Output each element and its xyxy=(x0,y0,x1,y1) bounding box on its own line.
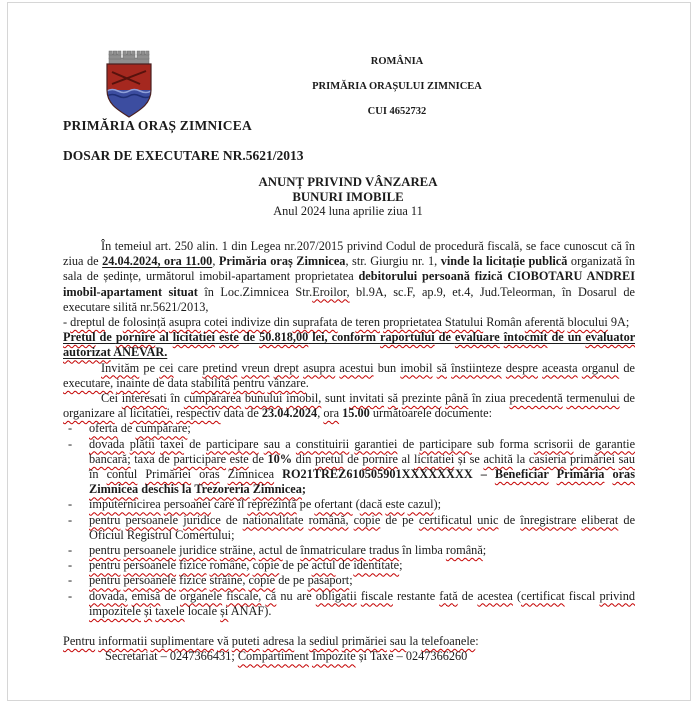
spellcheck-word: emisă xyxy=(131,588,161,603)
spellcheck-word: participare xyxy=(205,436,259,451)
spellcheck-word: prezinte xyxy=(401,391,442,406)
spellcheck-word: română xyxy=(445,543,483,558)
spellcheck-word: garantiei xyxy=(354,436,398,451)
spellcheck-word: oras xyxy=(612,467,635,482)
spellcheck-word: ofertant xyxy=(314,497,353,512)
spellcheck-word: fiscale, xyxy=(226,588,262,603)
bullet-marker: - xyxy=(68,512,73,527)
spellcheck-word: Trezoreria xyxy=(194,482,250,497)
cui-number: CUI 4652732 xyxy=(367,106,427,117)
spellcheck-word: persoanele xyxy=(125,512,179,527)
spellcheck-word: Statului xyxy=(444,315,484,330)
paragraph-starting-price: Pretul de pornire al licitatiei este de 50.818,00 lei, conform raportului de evaluare întocmit de un evaluator autorizat ANEVAR. xyxy=(63,330,636,360)
spellcheck-word: să xyxy=(436,360,447,375)
spellcheck-word: suplimentare xyxy=(150,634,214,649)
spellcheck-word: Impozite xyxy=(311,649,356,664)
spellcheck-word: proprietatea xyxy=(383,315,442,330)
spellcheck-word: cotei xyxy=(204,315,228,330)
spellcheck-word: Pentru xyxy=(63,634,96,649)
bullet-marker: - xyxy=(68,543,73,558)
spellcheck-word: înstiinteze xyxy=(451,360,502,375)
spellcheck-word: înmatriculare xyxy=(300,543,366,558)
spellcheck-word: fată xyxy=(439,588,458,603)
spellcheck-word: pentru xyxy=(233,375,265,390)
spellcheck-word: până xyxy=(445,391,469,406)
institution-name-left: PRIMĂRIA ORAȘ ZIMNICEA xyxy=(63,118,252,133)
spellcheck-word: adresa xyxy=(262,634,295,649)
spellcheck-word: interesati xyxy=(121,391,167,406)
spellcheck-word: acestui xyxy=(339,360,374,375)
spellcheck-word: privind xyxy=(599,588,635,603)
spellcheck-word: străine, xyxy=(209,573,246,588)
spellcheck-word: română, xyxy=(308,512,349,527)
announcement-title-line1: ANUNȚ PRIVIND VÂNZAREA xyxy=(258,175,438,189)
spellcheck-word: nationalitate xyxy=(242,512,304,527)
spellcheck-word: folosință xyxy=(122,315,166,330)
spellcheck-word: indivize xyxy=(231,315,271,330)
spellcheck-word: taxei xyxy=(160,436,185,451)
bullet-marker: - xyxy=(68,436,73,451)
spellcheck-word: pentru xyxy=(89,558,121,573)
spellcheck-word: persoanele xyxy=(123,558,177,573)
spellcheck-word: pentru xyxy=(89,573,121,588)
spellcheck-word: executare, xyxy=(63,375,114,390)
spellcheck-word: oras xyxy=(199,467,220,482)
paragraph-documents-intro: Cei interesati în cumpărarea bunului imobil, sunt invitati să prezinte până în ziua precedentă termenului de organizare al licitatiei, respectiv data de 23.04.2024, ora 15.00 următoarele documente: xyxy=(63,391,635,421)
spellcheck-word: participare xyxy=(419,436,472,451)
spellcheck-word: pasaport xyxy=(307,573,350,588)
spellcheck-word: sau xyxy=(263,436,281,451)
spellcheck-word: participare xyxy=(173,451,227,466)
spellcheck-word: reprezintă xyxy=(247,497,297,512)
spellcheck-word: autorizat xyxy=(63,345,111,360)
spellcheck-word: scrisorii xyxy=(533,436,574,451)
spellcheck-word: și xyxy=(143,603,153,618)
spellcheck-word: vreun xyxy=(241,360,270,375)
spellcheck-word: certificatul xyxy=(418,512,473,527)
bullet-proxy: - imputernicirea persoanei care îl reprezintă pe ofertant (dacă este cazul); xyxy=(68,497,442,512)
spellcheck-word: juridice xyxy=(183,512,221,527)
spellcheck-word: organele xyxy=(180,588,223,603)
spellcheck-word: aferentă xyxy=(524,315,565,330)
zimnicea-coat-of-arms-icon xyxy=(99,50,159,120)
execution-file-number: DOSAR DE EXECUTARE NR.5621/2013 xyxy=(63,148,304,163)
spellcheck-word: bancară; xyxy=(89,451,131,466)
spellcheck-word: persoanele xyxy=(123,573,177,588)
spellcheck-word: pretul xyxy=(314,451,344,466)
spellcheck-word: este xyxy=(229,451,249,466)
spellcheck-word: unic xyxy=(477,512,499,527)
bullet-marker: - xyxy=(68,421,73,436)
spellcheck-word: pornire xyxy=(115,330,156,345)
spellcheck-word: asupra xyxy=(168,315,201,330)
spellcheck-word: puteti xyxy=(231,634,260,649)
spellcheck-word: cei xyxy=(159,360,174,375)
spellcheck-word: Compartiment xyxy=(237,649,309,664)
spellcheck-word: vânzare xyxy=(267,375,306,390)
spellcheck-word: primăriei xyxy=(341,634,387,649)
announcement-title-line2: BUNURI IMOBILE xyxy=(292,189,404,204)
spellcheck-word: cazul xyxy=(407,497,434,512)
bullet-participation-fee: - dovada plătii taxei de participare sau a constituirii garantiei de participare sub forma scrisorii de garantie bancară; taxa de participare este de 10% din pretul de pornire al licitatiei și se achită la casieria primăriei sau în contul Primăriei oras Zimnicea RO21TREZ610505901XXXXXXXX – Beneficiar Primăria oras Zimnicea deschis la Trezoreria Zimnicea; xyxy=(68,436,636,497)
spellcheck-word: primăriei xyxy=(569,451,616,466)
spellcheck-word: drept xyxy=(273,360,299,375)
spellcheck-word: licitatiei xyxy=(172,330,216,345)
spellcheck-word: dovada, xyxy=(89,588,128,603)
spellcheck-word: întocmit xyxy=(503,330,548,345)
country-title: ROMÂNIA xyxy=(370,56,424,67)
spellcheck-word: inainte xyxy=(116,375,150,390)
spellcheck-word: persoanele xyxy=(123,543,177,558)
spellcheck-word: Beneficiar xyxy=(494,467,549,482)
spellcheck-word: că xyxy=(265,588,277,603)
bullet-fiscal-certificate: - dovada, emisă de organele fiscale, că nu are obligatii fiscale restante fată de acestea (certificat fiscal privind impozitele și taxele locale și ANAF). xyxy=(68,588,635,618)
bullet-marker: - xyxy=(68,588,73,603)
spellcheck-word: este xyxy=(219,330,239,345)
spellcheck-word: imobil xyxy=(400,360,433,375)
bullet-marker: - xyxy=(68,558,73,573)
spellcheck-word: garantie xyxy=(595,436,636,451)
header-right-block xyxy=(288,56,506,131)
spellcheck-word: vă xyxy=(217,634,229,649)
spellcheck-word: despre xyxy=(505,360,538,375)
spellcheck-word: fizice xyxy=(179,573,207,588)
spellcheck-word: asupra xyxy=(303,360,336,375)
spellcheck-word: actul xyxy=(311,558,336,573)
spellcheck-word: termenului xyxy=(566,391,620,406)
spellcheck-word: copie xyxy=(353,512,381,527)
spellcheck-word: 50.818,00 xyxy=(259,330,309,345)
announcement-date-line: Anul 2024 luna aprilie ziua 11 xyxy=(273,204,423,218)
spellcheck-word: pretind xyxy=(202,360,238,375)
spellcheck-word: dacă xyxy=(359,497,383,512)
spellcheck-word: Primăriei xyxy=(145,467,192,482)
spellcheck-word: plătii xyxy=(129,436,155,451)
spellcheck-word: organizare xyxy=(63,406,115,421)
bullet-romanian-individuals: - pentru persoanele fizice române, copie de pe actul de identitate; xyxy=(68,558,403,573)
spellcheck-word: copie xyxy=(248,573,276,588)
spellcheck-word: sediul xyxy=(309,634,339,649)
spellcheck-word: bunului xyxy=(244,391,283,406)
bullet-marker: - xyxy=(68,497,73,512)
spellcheck-word: invitati xyxy=(349,391,385,406)
spellcheck-word: dreptul xyxy=(70,315,106,330)
spellcheck-word: și xyxy=(220,603,229,618)
spellcheck-word: cumpărare xyxy=(135,421,188,436)
spellcheck-word: fiscale xyxy=(360,588,393,603)
footer-contacts-line: Secretariat – 0247366431; Compartiment Impozite și Taxe – 0247366260 xyxy=(105,649,468,664)
paragraph-usage-right: - dreptul de folosință asupra cotei indivize din suprafata de teren proprietatea Statului Român aferentă blocului 9A; xyxy=(63,315,630,330)
spellcheck-word: să xyxy=(387,391,399,406)
spellcheck-word: persoanei xyxy=(163,497,211,512)
spellcheck-word: Eroilor, xyxy=(312,284,350,299)
paragraph-claims-invitation: Invităm pe cei care pretind vreun drept asupra acestui bun imobil să înstiinteze despre aceasta organul de executare, inainte de data stabilită pentru vânzare. xyxy=(63,360,635,390)
spellcheck-word: casieria xyxy=(528,451,567,466)
spellcheck-word: achită xyxy=(483,451,513,466)
bullet-offer: - oferta de cumpărare; xyxy=(68,421,191,436)
spellcheck-word: pentru xyxy=(89,512,121,527)
spellcheck-word: impozitele xyxy=(89,603,141,618)
spellcheck-word: Invităm xyxy=(101,360,140,375)
bullet-romanian-legal-entities: - pentru persoanele juridice de nationalitate română, copie de pe certificatul unic de înregistrare eliberat de Oficiul Registrul Comertului; xyxy=(68,512,636,542)
spellcheck-word: pentru xyxy=(89,543,121,558)
spellcheck-word: precedentă xyxy=(509,391,563,406)
spellcheck-word: licitatiei, xyxy=(129,406,174,421)
spellcheck-word: fizice xyxy=(179,558,207,573)
spellcheck-word: sau xyxy=(389,634,407,649)
bullet-marker: - xyxy=(68,573,73,588)
spellcheck-word: Zimnicea xyxy=(89,482,139,497)
spellcheck-word: Zimnicea xyxy=(227,467,275,482)
spellcheck-word: certificat xyxy=(521,588,565,603)
spellcheck-word: identitate xyxy=(353,558,400,573)
spellcheck-word: organul xyxy=(581,360,620,375)
spellcheck-word: Primăria xyxy=(556,467,605,482)
bullet-foreign-individuals: - pentru persoanele fizice străine, copie de pe pasaport; xyxy=(68,573,353,588)
spellcheck-word: eliberat xyxy=(581,512,619,527)
spellcheck-word: imputernicirea xyxy=(89,497,161,512)
spellcheck-word: oferta xyxy=(89,421,118,436)
spellcheck-word: taxele xyxy=(155,603,185,618)
spellcheck-word: contul xyxy=(106,467,138,482)
spellcheck-word: acestea xyxy=(477,588,513,603)
spellcheck-word: aceasta xyxy=(542,360,578,375)
spellcheck-word: blocului xyxy=(567,315,608,330)
spellcheck-word: evaluator xyxy=(585,330,636,345)
spellcheck-word: române, xyxy=(209,558,250,573)
spellcheck-word: raportului xyxy=(379,330,435,345)
spellcheck-word: telefoanele xyxy=(421,634,476,649)
spellcheck-word: respectiv xyxy=(176,406,221,421)
spellcheck-word: cumpărarea xyxy=(183,391,242,406)
spellcheck-word: licitatiei xyxy=(413,451,455,466)
spellcheck-word: teren xyxy=(355,315,380,330)
footer-info-line: Pentru informatii suplimentare vă puteti adresa la sediul primăriei sau la telefoanele: xyxy=(63,634,479,649)
announcement-title-block xyxy=(0,175,696,219)
spellcheck-word: actul xyxy=(258,543,283,558)
spellcheck-word: Pretul xyxy=(63,330,96,345)
spellcheck-word: juridice xyxy=(179,543,217,558)
spellcheck-word: sau xyxy=(618,451,636,466)
document-body xyxy=(63,239,635,664)
spellcheck-word: este xyxy=(385,497,405,512)
spellcheck-word: înregistrare xyxy=(520,512,577,527)
spellcheck-word: constituirii xyxy=(295,436,350,451)
bullet-foreign-legal-entities: - pentru persoanele juridice străine, actul de înmatriculare tradus în limba română; xyxy=(68,543,487,558)
spellcheck-word: suprafata xyxy=(292,315,338,330)
spellcheck-word: copie xyxy=(252,558,280,573)
spellcheck-word: străine, xyxy=(219,543,256,558)
spellcheck-word: informatii xyxy=(98,634,148,649)
spellcheck-word: dovada xyxy=(89,436,125,451)
spellcheck-word: imobil, xyxy=(286,391,322,406)
institution-title: PRIMĂRIA ORAȘULUI ZIMNICEA xyxy=(312,81,482,92)
spellcheck-word: evaluare xyxy=(454,330,500,345)
spellcheck-word: obligatii xyxy=(315,588,357,603)
spellcheck-word: pornire xyxy=(362,451,398,466)
paragraph-legal-basis: În temeiul art. 250 alin. 1 din Legea nr.207/2015 privind Codul de procedură fiscală, se face cunoscut că în ziua de 24.04.2024, ora 11.00, Primăria oraș Zimnicea, str. Giurgiu nr. 1, vinde la licitație publică organizată în sala de ședințe, următorul imobil-apartament proprietatea debitorului persoană fizică CIOBOTARU ANDREI imobil-apartament situat în Loc.Zimnicea Str.Eroilor, bl.9A, sc.F, ap.9, et.4, Jud.Teleorman, în Dosarul de executare silită nr.5621/2013, xyxy=(63,239,636,314)
spellcheck-word: stabilită xyxy=(191,375,230,390)
spellcheck-word: ora xyxy=(323,406,340,421)
spellcheck-word: tradus xyxy=(369,543,400,558)
spellcheck-word: Zimnicea xyxy=(252,482,302,497)
